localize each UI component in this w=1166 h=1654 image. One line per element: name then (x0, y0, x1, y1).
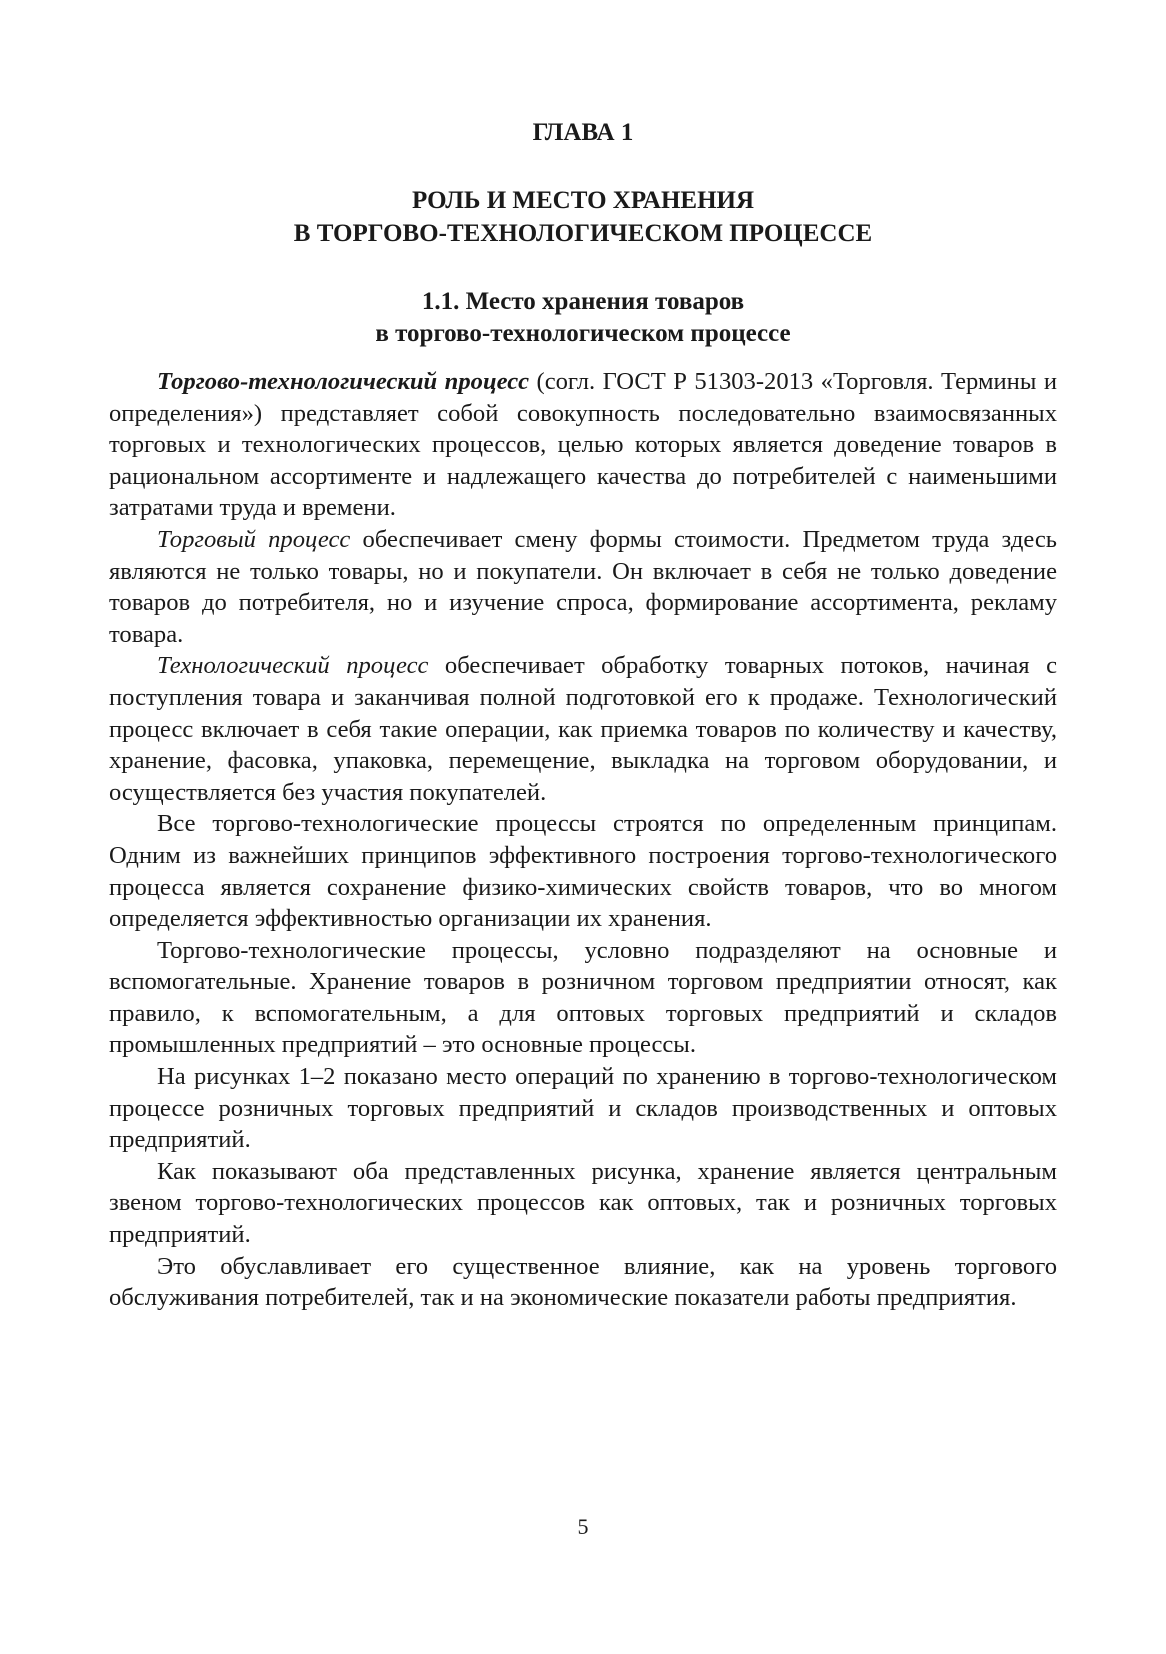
paragraph-3 (109, 650, 1057, 808)
paragraph-6: На рисунках 1–2 показано место операций по хранению в торгово-технологическом процессе розничных торговых предприятий и складов производственных и оптовых предприятий. (109, 1063, 1057, 1154)
section-title-line-2: в торгово-технологическом процессе (375, 320, 791, 347)
chapter-title-line-1: РОЛЬ И МЕСТО ХРАНЕНИЯ (411, 187, 755, 214)
chapter-title-line-2: В ТОРГОВО-ТЕХНОЛОГИЧЕСКОМ ПРОЦЕССЕ (293, 220, 873, 247)
body-text (109, 366, 1057, 1314)
paragraph-8: Это обуславливает его существенное влияние, как на уровень торгового обслуживания потребителей, так и на экономические показатели работы предприятия. (109, 1252, 1057, 1312)
term-technological-process: Технологический процесс (157, 652, 429, 680)
paragraph-1-text: (согл. ГОСТ Р 51303-2013 «Торговля. Термины и определения») представляет собой совокупность последовательно взаимосвязанных торговых и технологических процессов, целью которых является доведение товаров в рациональном ассортименте и надлежащего качества до потребителей с наименьшими затратами труда и времени. (109, 368, 1057, 522)
paragraph-5: Торгово-технологические процессы, условно подразделяют на основные и вспомогательные. Хранение товаров в розничном торговом предприятии относят, как правило, к вспомогательным, а для оптовых торговых предприятий и складов промышленных предприятий – это основные процессы. (109, 936, 1057, 1059)
paragraph-4: Все торгово-технологические процессы строятся по определенным принципам. Одним из важнейших принципов эффективного построения торгово-технологического процесса является сохранение физико-химических свойств товаров, что во многом определяется эффективностью организации их хранения. (109, 810, 1057, 933)
paragraph-7: Как показывают оба представленных рисунка, хранение является центральным звеном торгово-технологических процессов как оптовых, так и розничных торговых предприятий. (109, 1157, 1057, 1249)
paragraph-2-text: обеспечивает смену формы стоимости. Предметом труда здесь являются не только товары, но и покупатели. Он включает в себя не только доведение товаров до потребителя, но и изучение спроса, формирование ассортимента, рекламу товара. (109, 525, 1057, 648)
paragraph-1 (109, 366, 1057, 524)
term-trade-process: Торговый процесс (157, 525, 351, 553)
section-title-line-1: 1.1. Место хранения товаров (421, 288, 745, 315)
page-number: 5 (577, 1514, 589, 1539)
chapter-label: ГЛАВА 1 (532, 119, 634, 146)
term-trade-technological-process: Торгово-технологический процесс (157, 368, 530, 395)
paragraph-3-text: обеспечивает обработку товарных потоков, начиная с поступления товара и заканчивая полной подготовкой его к продаже. Технологический процесс включает в себя такие операции, как приемка товаров по количеству и качеству, хранение, фасовка, упаковка, перемещение, выкладка на торговом оборудовании, и осуществляется без участия покупателей. (109, 652, 1057, 806)
chapter-title (0, 184, 1166, 250)
section-title (0, 286, 1166, 350)
paragraph-2 (109, 524, 1057, 650)
